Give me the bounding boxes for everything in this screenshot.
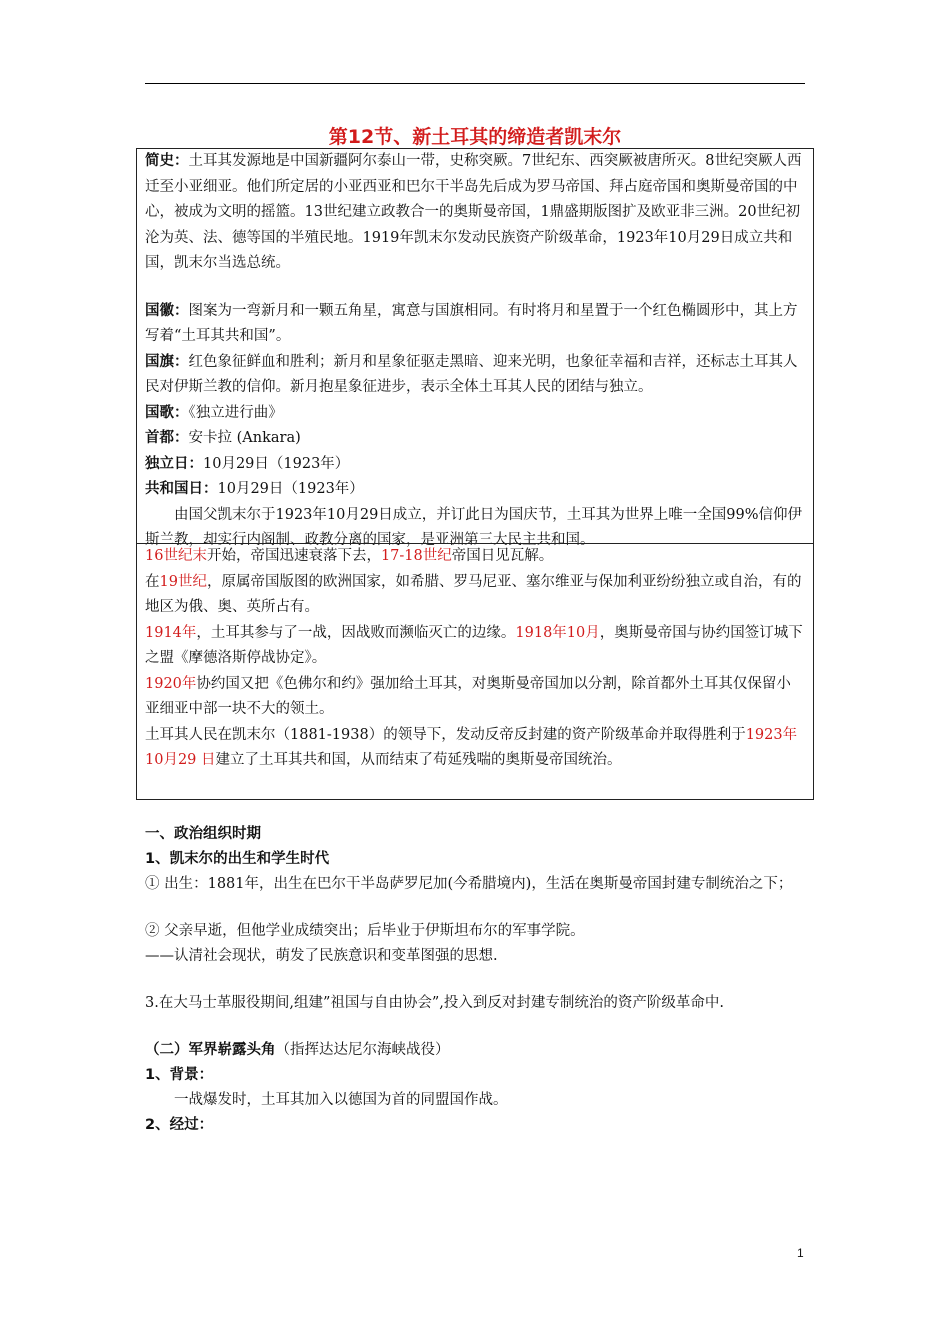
date-highlight: 17-18世纪	[380, 548, 452, 564]
independence-label: 独立日：	[145, 455, 203, 472]
header-rule	[145, 83, 805, 84]
education-note: ——认清社会现状，萌发了民族意识和变革图强的思想.	[145, 948, 498, 964]
republic-paragraph	[145, 477, 805, 503]
background-text: 一战爆发时，土耳其加入以德国为首的同盟国作战。	[174, 1092, 508, 1108]
republic-text: 10月29日（1923年）	[217, 481, 364, 497]
education-item: ② 父亲早逝，但他学业成绩突出；后毕业于伊斯坦布尔的军事学院。	[145, 923, 585, 939]
page-number: 1	[797, 1246, 804, 1260]
decline-text: 帝国日见瓦解。	[451, 548, 554, 564]
history-label: 简史：	[145, 153, 189, 169]
emblem-paragraph	[145, 299, 805, 350]
decline-paragraph-3	[145, 621, 805, 672]
emblem-text: 图案为一弯新月和一颗五角星，寓意与国旗相同。有时将月和星置于一个红色椭圆形中，其上方写着“土耳其共和国”。	[145, 302, 798, 344]
flag-paragraph	[145, 350, 805, 401]
decline-text: 协约国又把《色佛尔和约》强加给土耳其，对奥斯曼帝国加以分割，除首都外土耳其仅保留小亚细亚中部一块不大的领土。	[145, 675, 791, 717]
decline-paragraph-5	[145, 723, 805, 774]
date-highlight: 1920年	[145, 675, 197, 692]
decline-paragraph-1	[145, 544, 805, 570]
section-heading-2-note: （指挥达达尼尔海峡战役）	[275, 1042, 450, 1058]
date-highlight: 1914年	[145, 624, 197, 641]
history-paragraph	[145, 149, 805, 277]
date-highlight: 1918年10月	[515, 624, 600, 641]
background-label: 1、背景：	[145, 1067, 214, 1083]
date-highlight: 19世纪	[159, 573, 207, 590]
section-heading-2	[145, 1038, 815, 1063]
decline-text: 建立了土耳其共和国，从而结束了苟延残喘的奥斯曼帝国统治。	[215, 752, 622, 768]
decline-text: 开始，帝国迅速衰落下去，	[206, 548, 381, 564]
section-heading-2-bold: （二）军界崭露头角	[145, 1042, 276, 1058]
republic-label: 共和国日：	[145, 481, 218, 497]
anthem-text: 《独立进行曲》	[188, 404, 283, 421]
subheading-birth: 1、凯末尔的出生和学生时代	[145, 851, 330, 867]
anthem-paragraph	[145, 401, 805, 427]
capital-paragraph	[145, 426, 805, 452]
decline-text: ，土耳其参与了一战，因战败而濒临灭亡的边缘。	[196, 624, 516, 641]
emblem-label: 国徽：	[145, 302, 189, 319]
decline-paragraph-4	[145, 672, 805, 723]
date-highlight: 16世纪末	[145, 548, 207, 564]
independence-text: 10月29日（1923年）	[203, 455, 350, 472]
history-text: 土耳其发源地是中国新疆阿尔泰山一带，史称突厥。7世纪东、西突厥被唐所灭。8世纪突厥人西迁至小亚细亚。他们所定居的小亚西亚和巴尔干半岛先后成为罗马帝国、拜占庭帝国和奥斯曼帝国的中心，被成为文明的摇篮。13世纪建立政教合一的奥斯曼帝国，1鼎盛期版图扩及欧亚非三洲。20世纪初沦为英、法、德等国的半殖民地。1919年凯末尔发动民族资产阶级革命，1923年10月29日成立共和国，凯末尔当选总统。	[145, 153, 802, 271]
date-highlight: 1923年10月29 日	[145, 726, 798, 768]
national-day-paragraph: 由国父凯末尔于1923年10月29日成立，并订此日为国庆节，土耳其为世界上唯一全国99%信仰伊斯兰教，却实行内阁制、政教分离的国家，是亚洲第三大民主共和国。	[145, 506, 803, 548]
decline-text: 土耳其人民在凯末尔（1881-1938）的领导下，发动反帝反封建的资产阶级革命并取得胜利于	[145, 726, 746, 743]
intro-box	[136, 148, 814, 548]
process-label: 2、经过：	[145, 1117, 214, 1133]
page-title: 第12节、新土耳其的缔造者凯末尔	[328, 126, 622, 148]
decline-text: ，原属帝国版图的欧洲国家，如希腊、罗马尼亚、塞尔维亚与保加利亚纷纷独立或自治，有的地区为俄、奥、英所占有。	[145, 573, 802, 615]
decline-text: ，奥斯曼帝国与协约国签订城下之盟《摩德洛斯停战协定》。	[145, 624, 803, 666]
main-body	[145, 822, 815, 1138]
decline-paragraph-2	[145, 570, 805, 621]
section-heading-1: 一、政治组织时期	[145, 826, 261, 842]
independence-paragraph	[145, 452, 805, 478]
capital-text: 安卡拉 (Ankara)	[188, 430, 301, 446]
decline-box	[136, 543, 814, 800]
flag-text: 红色象征鲜血和胜利；新月和星象征驱走黑暗、迎来光明，也象征幸福和吉祥，还标志土耳其人民对伊斯兰教的信仰。新月抱星象征进步，表示全体土耳其人民的团结与独立。	[145, 353, 798, 395]
damascus-item: 3.在大马士革服役期间,组建”祖国与自由协会”,投入到反对封建专制统治的资产阶级革命中.	[145, 995, 724, 1011]
flag-label: 国旗：	[145, 353, 189, 370]
decline-text: 在	[145, 573, 160, 590]
capital-label: 首都：	[145, 430, 189, 446]
anthem-label: 国歌：	[145, 404, 189, 421]
birth-item: ① 出生：1881年，出生在巴尔干半岛萨罗尼加(今希腊境内)，生活在奥斯曼帝国封建专制统治之下；	[145, 876, 793, 892]
